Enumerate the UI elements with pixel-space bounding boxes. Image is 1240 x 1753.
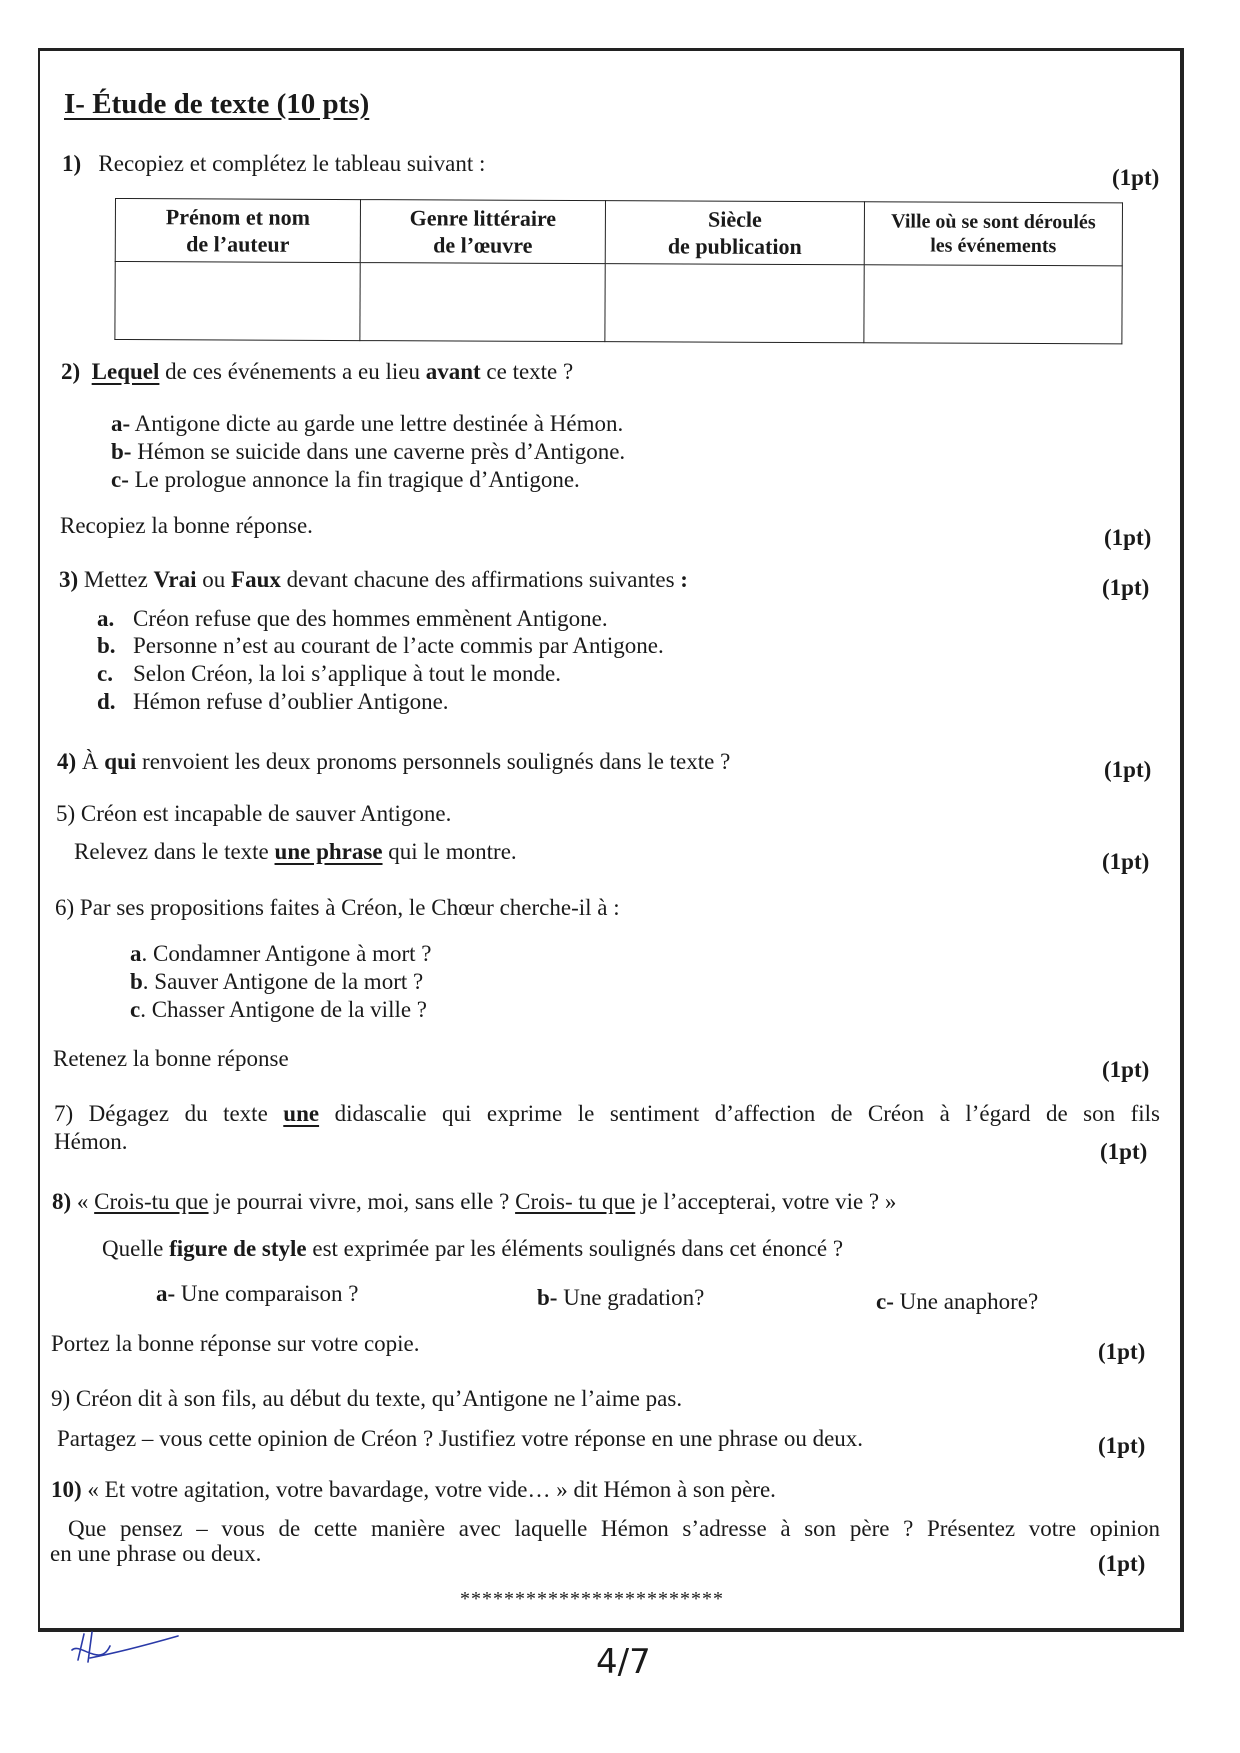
q8-question: Quelle figure de style est exprimée par les éléments soulignés dans cet énoncé ? [102,1236,844,1261]
q5-line1: 5) Créon est incapable de sauver Antigone. [56,801,452,826]
q2-option-a: a- Antigone dicte au garde une lettre destinée à Hémon. [111,411,624,436]
q2-keyword-lequel: Lequel [91,359,160,384]
q6-points: (1pt) [1102,1057,1150,1082]
q6-option-c: c. Chasser Antigone de la ville ? [130,997,428,1022]
table-cell-century[interactable] [605,264,864,343]
q6-instruction: Retenez la bonne réponse [53,1046,289,1071]
q9-line1: 9) Créon dit à son fils, au début du texte, qu’Antigone ne l’aime pas. [51,1386,683,1411]
q8-option-a: a- Une comparaison ? [156,1281,359,1306]
q4-line: 4) À qui renvoient les deux pronoms personnels soulignés dans le texte ? [57,749,731,774]
q1-points: (1pt) [1112,165,1160,190]
q10-line2: Que pensez – vous de cette manière avec laquelle Hémon s’adresse à son père ? Présentez votre opinion [68,1516,1160,1541]
q3-number: 3) [59,567,79,592]
table-header-genre: Genre littéraire de l’œuvre [360,200,605,264]
answer-table [114,198,1123,344]
q8-option-c: c- Une anaphore? [876,1289,1039,1314]
q8-points: (1pt) [1098,1339,1146,1364]
section-title: I- Étude de texte (10 pts) [64,88,370,120]
q6-option-a: a. Condamner Antigone à mort ? [130,941,432,966]
q2-option-c: c- Le prologue annonce la fin tragique d’Antigone. [111,467,580,492]
q6-line1: 6) Par ses propositions faites à Créon, le Chœur cherche-il à : [55,895,620,920]
q2-instruction: Recopiez la bonne réponse. [60,513,313,538]
table-header-row [115,199,1122,266]
q3-points: (1pt) [1102,575,1150,600]
q2-number: 2) [61,359,81,384]
q4-keyword-qui: qui [104,749,137,774]
table-cell-author[interactable] [115,262,360,341]
q7-keyword-une: une [283,1101,320,1126]
q3-keyword-vrai: Vrai [153,567,197,592]
q2-line: 2) Lequel de ces événements a eu lieu avant ce texte ? [61,359,574,384]
q10-points: (1pt) [1098,1551,1146,1576]
q2-option-b: b- Hémon se suicide dans une caverne près d’Antigone. [111,439,626,464]
q3-item-c: c. Selon Créon, la loi s’applique à tout le monde. [97,661,561,686]
q4-number: 4) [57,749,77,774]
q8-underlined-2: Crois- tu que [515,1189,636,1214]
q2-keyword-avant: avant [425,359,481,384]
q8-underlined-1: Crois-tu que [94,1189,209,1214]
q5-points: (1pt) [1102,849,1150,874]
q3-keyword-faux: Faux [231,567,281,592]
table-answer-row [115,262,1122,344]
q4-points: (1pt) [1104,757,1152,782]
q8-quote-line: 8) « Crois-tu que je pourrai vivre, moi, sans elle ? Crois- tu que je l’accepterai, votre vie ? » [52,1189,897,1214]
signature-mark [70,1628,180,1668]
q10-line1: 10) « Et votre agitation, votre bavardage, votre vide… » dit Hémon à son père. [51,1477,776,1502]
q10-line3: en une phrase ou deux. [50,1541,262,1566]
q9-line2: Partagez – vous cette opinion de Créon ? Justifiez votre réponse en une phrase ou deux. [57,1426,864,1451]
q10-number: 10) [51,1477,82,1502]
q8-instruction: Portez la bonne réponse sur votre copie. [51,1331,420,1356]
q7-line1: 7) Dégagez du texte une didascalie qui exprime le sentiment d’affection de Créon à l’égard de son fils [54,1101,1160,1126]
q6-option-b: b. Sauver Antigone de la mort ? [130,969,424,994]
q7-points: (1pt) [1100,1139,1148,1164]
q3-item-d: d. Hémon refuse d’oublier Antigone. [97,689,449,714]
q2-points: (1pt) [1104,525,1152,550]
table-cell-genre[interactable] [360,263,605,342]
q3-line: 3) Mettez Vrai ou Faux devant chacune des affirmations suivantes : [59,567,688,592]
page-number: 4/7 [596,1642,651,1682]
table-cell-city[interactable] [864,265,1122,344]
q8-option-b: b- Une gradation? [537,1285,705,1310]
table-header-author: Prénom et nom de l’auteur [115,199,360,263]
table-header-city: Ville où se sont déroulés les événements [864,202,1122,266]
q1-text: Recopiez et complétez le tableau suivant : [98,151,486,176]
q3-item-b: b. Personne n’est au courant de l’acte commis par Antigone. [97,633,664,658]
q8-number: 8) [52,1189,72,1214]
separator-stars: ************************ [460,1588,724,1610]
q8-keyword-figure-de-style: figure de style [169,1236,307,1261]
q1-line [62,150,485,178]
q3-item-a: a. Créon refuse que des hommes emmènent Antigone. [97,606,608,631]
q5-line2: Relevez dans le texte une phrase qui le montre. [74,839,517,864]
table-header-century: Siècle de publication [605,201,864,265]
q5-keyword-une-phrase: une phrase [274,839,383,864]
q7-line2: Hémon. [54,1129,128,1154]
q9-points: (1pt) [1098,1433,1146,1458]
q1-number: 1) [62,151,82,176]
